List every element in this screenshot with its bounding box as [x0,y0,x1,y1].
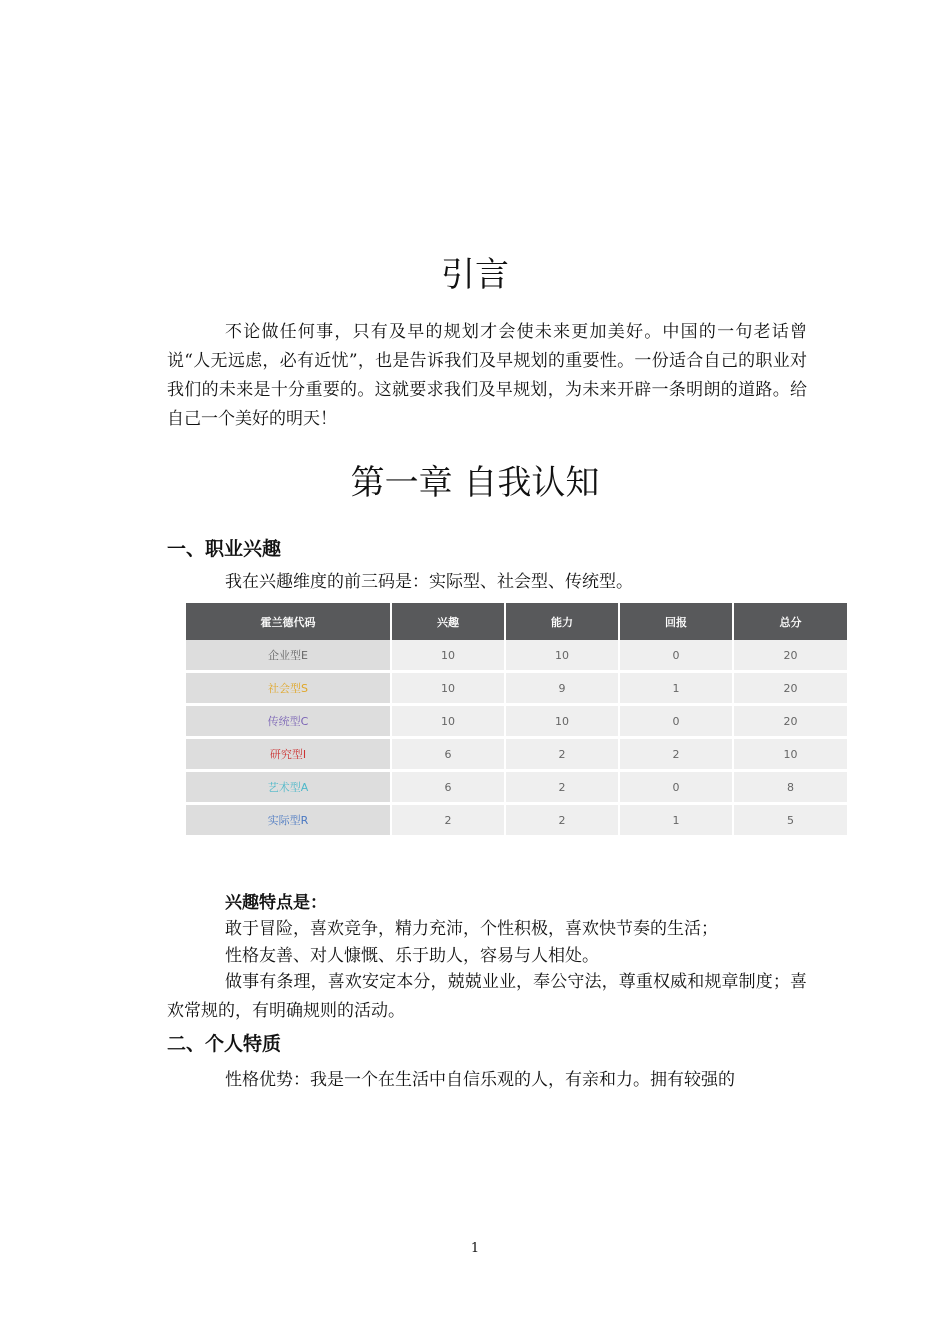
table-header-row [186,603,847,640]
trait-line-1: 敢于冒险，喜欢竞争，精力充沛，个性积极，喜欢快节奏的生活； [225,919,718,939]
table-cell-code: 艺术型A [186,771,391,804]
table-cell-ability: 10 [505,640,619,672]
table-cell-code: 研究型I [186,738,391,771]
section2-heading: 二、个人特质 [167,1033,282,1055]
table-cell-interest: 2 [391,804,505,837]
table-cell-interest: 10 [391,672,505,705]
holland-code-table [186,603,847,838]
table-cell-total: 20 [733,705,847,738]
table-cell-total: 20 [733,640,847,672]
intro-title: 引言 [441,255,509,295]
table-header-total: 总分 [733,603,847,640]
page-number: 1 [470,1241,480,1256]
table-header-code: 霍兰德代码 [186,603,391,640]
table-header-ability: 能力 [505,603,619,640]
table-cell-ability: 9 [505,672,619,705]
table-cell-ability: 2 [505,738,619,771]
table-cell-ability: 2 [505,804,619,837]
table-row [186,804,847,837]
table-body [186,640,847,837]
table-cell-reward: 0 [619,640,733,672]
intro-paragraph: 不论做任何事，只有及早的规划才会使未来更加美好。中国的一句老话曾说“人无远虑，必有近忧”，也是告诉我们及早规划的重要性。一份适合自己的职业对我们的未来是十分重要的。这就要求我们及早规划，为未来开辟一条明朗的道路。给自己一个美好的明天！ [167,322,807,429]
table-cell-ability: 10 [505,705,619,738]
table-row [186,705,847,738]
trait-line-2: 性格友善、对人慷慨、乐于助人，容易与人相处。 [225,946,599,966]
table-cell-reward: 1 [619,804,733,837]
table-row [186,771,847,804]
table-cell-total: 5 [733,804,847,837]
table-cell-total: 10 [733,738,847,771]
section1-heading: 一、职业兴趣 [167,538,282,560]
table-header-reward: 回报 [619,603,733,640]
table-cell-interest: 10 [391,705,505,738]
table-cell-reward: 0 [619,705,733,738]
table-cell-total: 20 [733,672,847,705]
interest-intro-line: 我在兴趣维度的前三码是：实际型、社会型、传统型。 [225,572,633,592]
table-cell-reward: 1 [619,672,733,705]
table-row [186,672,847,705]
table-header-interest: 兴趣 [391,603,505,640]
table-cell-code: 企业型E [186,640,391,672]
table-cell-interest: 6 [391,771,505,804]
table-cell-interest: 6 [391,738,505,771]
table-cell-reward: 2 [619,738,733,771]
table-row [186,738,847,771]
trait-paragraph-3: 做事有条理，喜欢安定本分，兢兢业业，奉公守法，尊重权威和规章制度；喜欢常规的，有明确规则的活动。 [167,972,807,1021]
table-row [186,640,847,672]
traits-label: 兴趣特点是： [225,893,327,913]
table-cell-interest: 10 [391,640,505,672]
table-cell-ability: 2 [505,771,619,804]
table-cell-total: 8 [733,771,847,804]
chapter1-title: 第一章 自我认知 [350,463,600,503]
personality-line: 性格优势：我是一个在生活中自信乐观的人，有亲和力。拥有较强的 [225,1070,735,1090]
table-cell-code: 社会型S [186,672,391,705]
table-cell-code: 实际型R [186,804,391,837]
table-cell-code: 传统型C [186,705,391,738]
table-cell-reward: 0 [619,771,733,804]
